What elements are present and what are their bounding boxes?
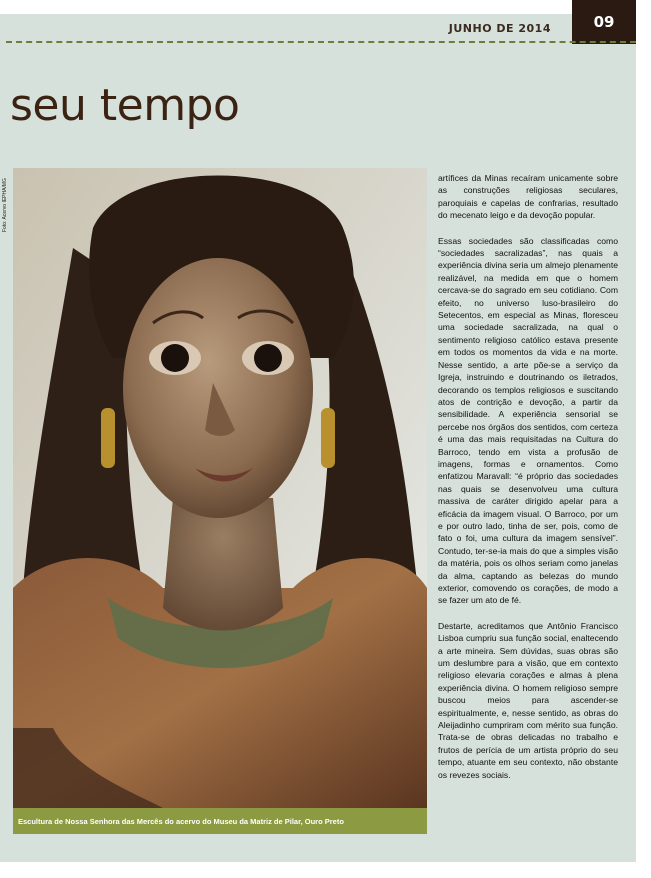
sculpture-photo: [13, 168, 427, 808]
article-paragraph: artífices da Minas recaíram unicamente sobre as construções religiosas seculares, paroquiais e capelas de confrarias, resultado do mecenato leigo e da devoção popular.: [438, 173, 618, 221]
page-number: 09: [593, 13, 615, 31]
section-title: seu tempo: [10, 80, 240, 131]
photo-credit-text: Foto: Acervo IEPHA/MG: [2, 178, 8, 232]
article-column: [438, 172, 618, 794]
photo-caption-bar: [13, 808, 427, 834]
photo-credit: [2, 172, 12, 232]
dotted-divider: [6, 41, 636, 43]
sculpture-illustration: [13, 168, 427, 808]
top-strip: [0, 0, 636, 14]
article-paragraph: Essas sociedades são classificadas como “sociedades sacralizadas”, nas quais a experiência divina seria um almejo plenamente realizável, na medida em que o homem cercava-se do sagrado em seu cotidiano. Com efeito, no universo luso-brasileiro do Setecentos, em especial as Minas, floresceu uma sociedade sacralizada, na qual o sentimento religioso católico estava presente em todos os momentos da vida e na morte. Nesse sentido, a arte põe-se a serviço da Igreja, instruindo e doutrinando os iletrados, decorando os templos religiosos e suscitando atos de contrição e devoção, a partir da sensibilidade. A experiência sensorial se percebe nos órgãos dos sentidos, com certeza é uma das mais requisitadas na Cultura do Barroco, tendo em vista a profusão de imagens, formas e ornamentos. Como enfatizou Maravall: “é próprio das sociedades nas quais se desenvolveu uma cultura massiva de caráter dirigido apelar para a eficácia da imagem visual. O Barroco, por um e por outro lado, tinha de ser, pois, como de fato o foi, uma cultura da imagem sensível”. Contudo, ter-se-ia mais do que a simples visão da matéria, pois os olhos seriam como janelas da alma, captando as belezas do mundo exterior, comovendo os corações, de modo a se fazer um ato de fé.: [438, 235, 618, 606]
page-number-tab: [572, 0, 636, 44]
article-paragraph: Destarte, acreditamos que Antônio Francisco Lisboa cumpriu sua função social, enaltecendo a arte mineira. Sem dúvidas, suas obras são um deslumbre para a visão, que em contexto religioso elevaria corações e almas à plena experiência divina. O homem religioso sempre buscou meios para ascender-se espiritualmente, e, nesse sentido, as obras do Aleijadinho cumpriram com mérito sua função. Trata-se de obras delicadas no trabalho e frutos de perícia de um artista próprio do seu tempo, atuante em seu contexto, não obstante os revezes sociais.: [438, 620, 618, 780]
photo-caption: Escultura de Nossa Senhora das Mercês do acervo do Museu da Matriz de Pilar, Ouro Preto: [18, 816, 344, 826]
issue-date: JUNHO DE 2014: [448, 22, 551, 35]
